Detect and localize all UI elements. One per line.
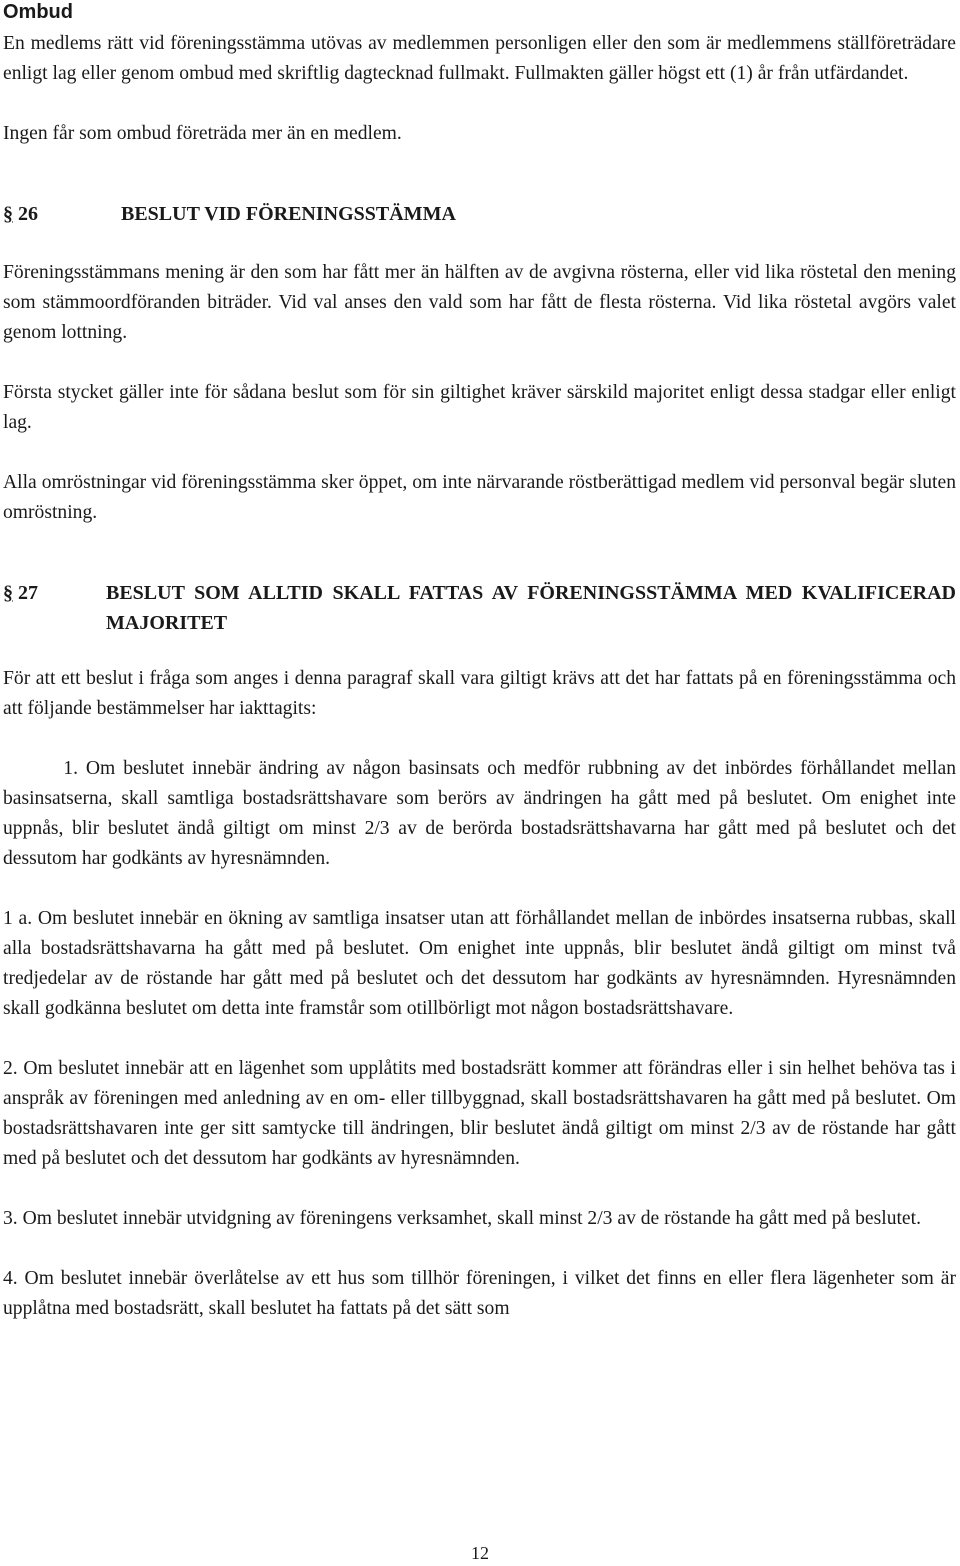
section-26-heading	[3, 199, 956, 229]
item-1-number	[3, 754, 78, 784]
section-27-item-1	[3, 754, 956, 874]
ombud-paragraph-1: En medlems rätt vid föreningsstämma utövas av medlemmen personligen eller den som är medlemmens ställföreträdare enligt lag eller genom ombud med skriftlig dagtecknad fullmakt. Fullmakten gäller högst ett (1) år från utfärdandet.	[3, 33, 956, 84]
item-1-text: Om beslutet innebär ändring av någon basinsats och medför rubbning av det inbördes förhållandet mellan basinsatserna, skall samtliga bostadsrättshavare som berörs av ändringen ha gått med på beslutet. Om enighet inte uppnås, blir beslutet ändå giltigt om minst 2/3 av de berörda bostadsrättshavarna har gått med på beslutet och det dessutom har godkänts av hyresnämnden.	[3, 758, 956, 869]
section-26-paragraph-1: Föreningsstämmans mening är den som har fått mer än hälften av de avgivna rösterna, eller vid lika röstetal den mening som stämmoordföranden biträder. Vid val anses den vald som har fått de flesta rösterna. Vid lika röstetal avgörs valet genom lottning.	[3, 262, 956, 343]
section-26-paragraph-3: Alla omröstningar vid föreningsstämma sker öppet, om inte närvarande röstberättigad medlem vid personval begär sluten omröstning.	[3, 472, 956, 523]
section-26-paragraph-2: Första stycket gäller inte för sådana beslut som för sin giltighet kräver särskild majoritet enligt dessa stadgar eller enligt lag.	[3, 382, 956, 433]
section-27-number	[3, 578, 106, 638]
section-27-item-3: 3. Om beslutet innebär utvidgning av föreningens verksamhet, skall minst 2/3 av de röstande ha gått med på beslutet.	[3, 1208, 921, 1229]
section-27-heading	[3, 578, 956, 638]
section-26-number	[3, 199, 121, 229]
page-number: 12	[471, 1543, 489, 1563]
section-27-title: BESLUT SOM ALLTID SKALL FATTAS AV FÖRENINGSSTÄMMA MED KVALIFICERAD MAJORITET	[106, 582, 956, 634]
item-1-number-text: 1.	[63, 758, 78, 779]
section-26-title: BESLUT VID FÖRENINGSSTÄMMA	[121, 203, 456, 225]
section-27-item-1a: 1 a. Om beslutet innebär en ökning av samtliga insatser utan att förhållandet mellan de inbördes insatserna rubbas, skall alla bostadsrättshavarna ha gått med på beslutet. Om enighet inte uppnås, blir beslutet ändå giltigt om minst två tredjedelar av de röstande har gått med på beslutet och det dessutom har godkänts av hyresnämnden. Hyresnämnden skall godkänna beslutet om detta inte framstår som otillbörligt mot någon bostadsrättshavare.	[3, 908, 956, 1019]
paragraph-symbol: §	[3, 203, 13, 225]
section-number: 27	[18, 582, 38, 604]
section-27-intro: För att ett beslut i fråga som anges i denna paragraf skall vara giltigt krävs att det har fattats på en föreningsstämma och att följande bestämmelser har iakttagits:	[3, 668, 956, 719]
document-page	[3, 0, 956, 1324]
ombud-heading: Ombud	[3, 1, 73, 23]
ombud-paragraph-2: Ingen får som ombud företräda mer än en medlem.	[3, 123, 402, 144]
section-27-item-4: 4. Om beslutet innebär överlåtelse av ett hus som tillhör föreningen, i vilket det finns en eller flera lägenheter som är upplåtna med bostadsrätt, skall beslutet ha fattats på det sätt som	[3, 1268, 956, 1319]
paragraph-symbol: §	[3, 582, 13, 604]
section-number: 26	[18, 203, 38, 225]
section-27-item-2: 2. Om beslutet innebär att en lägenhet som upplåtits med bostadsrätt kommer att förändras eller i sin helhet behöva tas i anspråk av föreningen med anledning av en om- eller tillbyggnad, skall bostadsrättshavaren ha gått med på beslutet. Om bostadsrättshavaren inte ger sitt samtycke till ändringen, blir beslutet ändå giltigt om minst 2/3 av de röstande har gått med på beslutet och det dessutom har godkänts av hyresnämnden.	[3, 1058, 956, 1169]
